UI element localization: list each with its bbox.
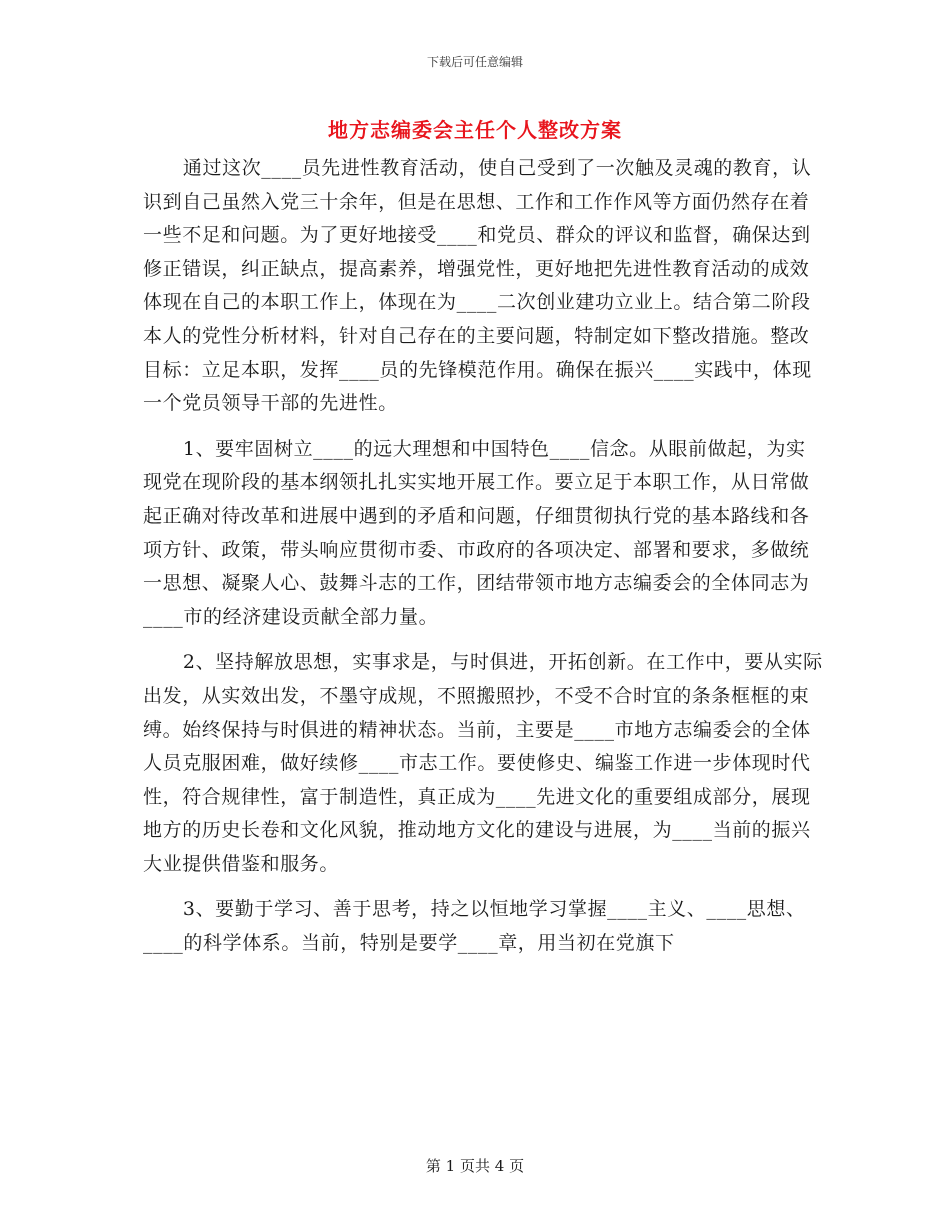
header-note: 下载后可任意编辑 — [426, 55, 523, 69]
document-title: 地方志编委会主任个人整改方案 — [328, 118, 622, 142]
paragraph-item-2: 2、坚持解放思想，实事求是，与时俱进，开拓创新。在工作中，要从实际出发，从实效出发，不墨守成规，不照搬照抄，不受不合时宜的条条框框的束缚。始终保持与时俱进的精神状态。当前，主要是____市地方志编委会的全体人员克服困难，做好续修____市志工作。要使修史、编鉴工作进一步体现时代性，符合规律性，富于制造性，真正成为____先进文化的重要组成部分，展现地方的历史长卷和文化风貌，推动地方文化的建设与进展，为____当前的振兴大业提供借鉴和服务。 — [143, 651, 823, 875]
paragraph-item-3: 3、要勤于学习、善于思考，持之以恒地学习掌握____主义、____思想、____的科学体系。当前，特别是要学____章，用当初在党旗下 — [143, 898, 806, 955]
paragraph-intro: 通过这次____员先进性教育活动，使自己受到了一次触及灵魂的教育，认识到自己虽然入党三十余年，但是在思想、工作和工作作风等方面仍然存在着一些不足和问题。为了更好地接受____和党员、群众的评议和监督，确保达到修正错误，纠正缺点，提高素养，增强党性，更好地把先进性教育活动的成效体现在自己的本职工作上，体现在为____二次创业建功立业上。结合第二阶段本人的党性分析材料，针对自己存在的主要问题，特制定如下整改措施。整改目标：立足本职，发挥____员的先锋模范作用。确保在振兴____实践中，体现一个党员领导干部的先进性。 — [143, 157, 812, 415]
paragraph-item-1: 1、要牢固树立____的远大理想和中国特色____信念。从眼前做起，为实现党在现阶段的基本纲领扎扎实实地开展工作。要立足于本职工作，从日常做起正确对待改革和进展中遇到的矛盾和问题，仔细贯彻执行党的基本路线和各项方针、政策，带头响应贯彻市委、市政府的各项决定、部署和要求，多做统一思想、凝聚人心、鼓舞斗志的工作，团结带领市地方志编委会的全体同志为____市的经济建设贡献全部力量。 — [143, 437, 810, 628]
document-body — [143, 152, 823, 961]
page-footer: 第 1 页共 4 页 — [425, 1157, 525, 1175]
